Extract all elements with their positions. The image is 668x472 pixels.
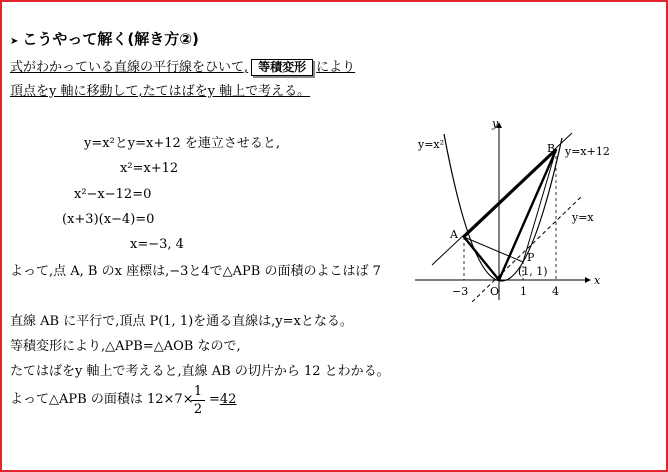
section-heading (10, 30, 199, 51)
fraction-one-half (191, 384, 205, 417)
intro-line-1 (10, 59, 355, 76)
height-note-text: たてはばをy 軸上で考えると,直線 AB の切片から 12 とわかる。 (10, 364, 390, 379)
intro-line-1-end: により (316, 60, 356, 75)
tick-label-1: 1 (520, 285, 527, 298)
equation-3: (x+3)(x−4)=0 (62, 212, 155, 227)
arrow-icon: ➤ (10, 36, 19, 47)
fraction-bar (191, 400, 205, 401)
x-axis-arrow-icon (585, 277, 591, 283)
parabola-label: y=x² (418, 138, 445, 151)
final-equals: = (209, 392, 220, 407)
final-prefix: よって△APB の面積は 12×7× (10, 392, 194, 407)
equal-area-text: 等積変形により,△APB=△AOB なので, (10, 339, 241, 354)
equation-1: x²=x+12 (120, 161, 179, 176)
y-axis-label: y (492, 117, 499, 130)
line-ab-label: y=x+12 (565, 145, 610, 158)
point-p-label: P (527, 251, 535, 264)
origin-label: O (490, 285, 500, 298)
fraction-numerator: 1 (193, 384, 203, 399)
intro-line-1-start: 式がわかっている直線の平行線をひいて, (10, 60, 249, 75)
x-axis-label: x (594, 274, 601, 287)
coordinate-graph (410, 112, 635, 302)
equation-4: x=−3, 4 (130, 237, 184, 252)
line-yx-label: y=x (572, 211, 594, 224)
boxed-term: 等積変形 (251, 59, 313, 76)
intro-line-2: 頂点をy 軸に移動して,たてはばをy 軸上で考える。 (10, 84, 311, 99)
final-answer: 42 (219, 392, 237, 407)
point-a-label: A (450, 228, 458, 241)
point-b-label: B (547, 142, 556, 155)
parabola-curve (444, 134, 562, 281)
equation-2: x²−x−12=0 (74, 187, 152, 202)
equation-system: y=x²とy=x+12 を連立させると, (84, 136, 281, 151)
final-result (209, 392, 236, 408)
tick-label-neg3: −3 (452, 285, 469, 298)
point-p-coord-label: (1, 1) (518, 265, 548, 278)
conclusion-width: よって,点 A, B のx 座標は,−3と4で△APB の面積のよこはば 7 (10, 264, 381, 279)
fraction-denominator: 2 (193, 402, 203, 417)
parallel-line-text: 直線 AB に平行で,頂点 P(1, 1)を通る直線は,y=xとなる。 (10, 314, 353, 329)
tick-label-4: 4 (552, 285, 559, 298)
heading-text: こうやって解く(解き方②) (22, 30, 199, 48)
